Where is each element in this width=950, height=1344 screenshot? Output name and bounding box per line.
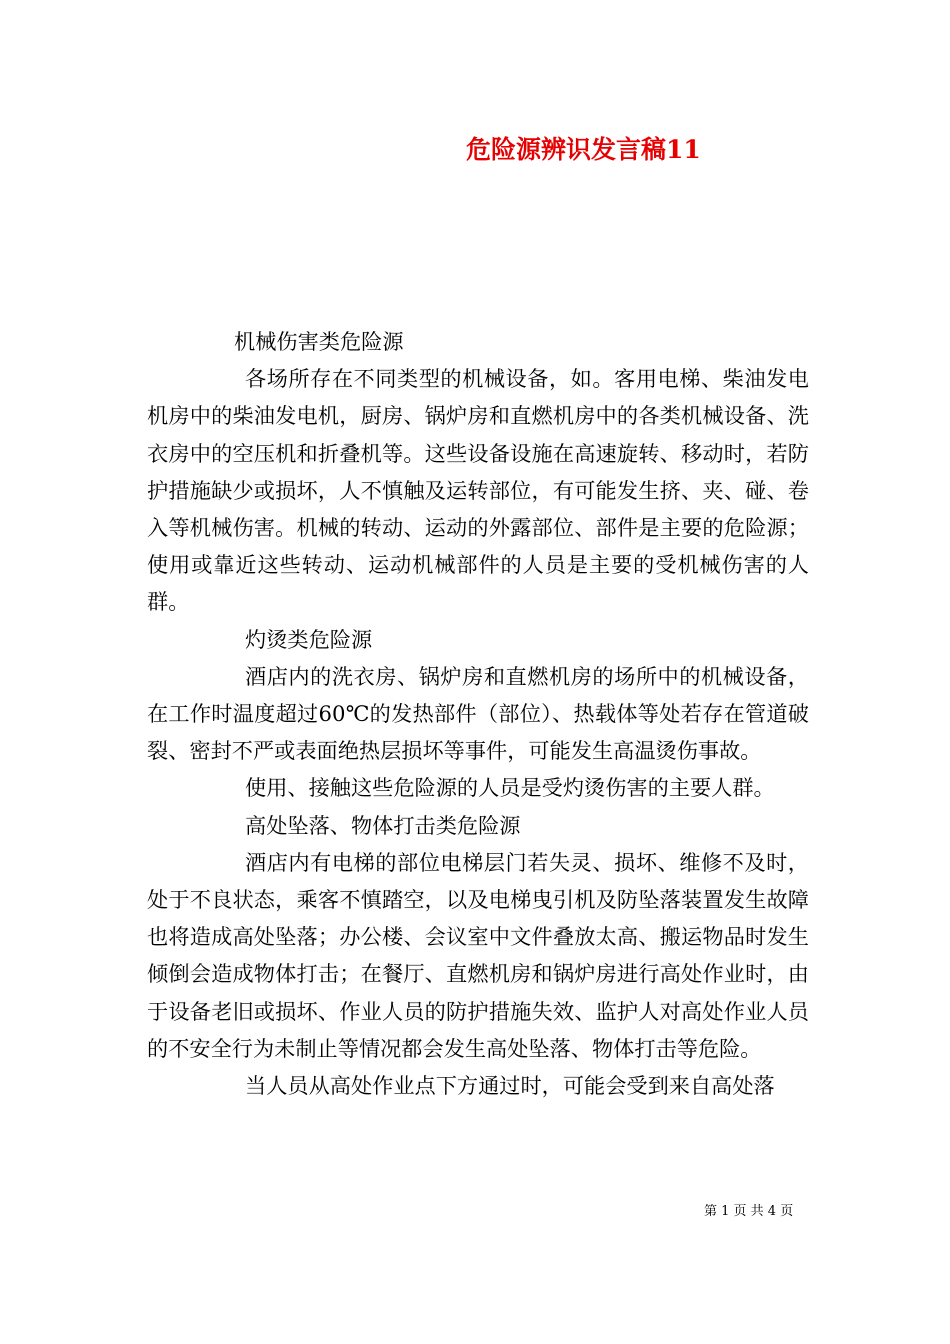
page-number-footer: 第 1 页 共 4 页 (704, 1204, 794, 1219)
section-heading: 高处坠落、物体打击类危险源 (245, 812, 521, 838)
section-heading: 机械伤害类危险源 (234, 329, 404, 354)
paragraph: 使用、接触这些危险源的人员是受灼烫伤害的主要人群。 (245, 775, 775, 801)
paragraph: 酒店内的洗衣房、锅炉房和直燃机房的场所中的机械设备，在工作时温度超过60℃的发热部件（部位）、热载体等处若存在管道破裂、密封不严或表面绝热层损坏等事件，可能发生高温烫伤事故。 (147, 663, 809, 764)
document-body (147, 323, 809, 1104)
document-title: 危险源辨识发言稿11 (466, 135, 701, 164)
paragraph: 酒店内有电梯的部位电梯层门若失灵、损坏、维修不及时，处于不良状态，乘客不慎踏空，以及电梯曳引机及防坠落装置发生故障也将造成高处坠落；办公楼、会议室中文件叠放太高、搬运物品时发生倾倒会造成物体打击；在餐厅、直燃机房和锅炉房进行高处作业时，由于设备老旧或损坏、作业人员的防护措施失效、监护人对高处作业人员的不安全行为未制止等情况都会发生高处坠落、物体打击等危险。 (147, 849, 809, 1061)
paragraph: 当人员从高处作业点下方通过时，可能会受到来自高处落 (245, 1073, 775, 1099)
paragraph: 各场所存在不同类型的机械设备，如。客用电梯、柴油发电机房中的柴油发电机，厨房、锅炉房和直燃机房中的各类机械设备、洗衣房中的空压机和折叠机等。这些设备设施在高速旋转、移动时，若防护措施缺少或损坏，人不慎触及运转部位，有可能发生挤、夹、碰、卷入等机械伤害。机械的转动、运动的外露部位、部件是主要的危险源；使用或靠近这些转动、运动机械部件的人员是主要的受机械伤害的人群。 (147, 366, 809, 615)
section-heading: 灼烫类危险源 (245, 626, 373, 652)
